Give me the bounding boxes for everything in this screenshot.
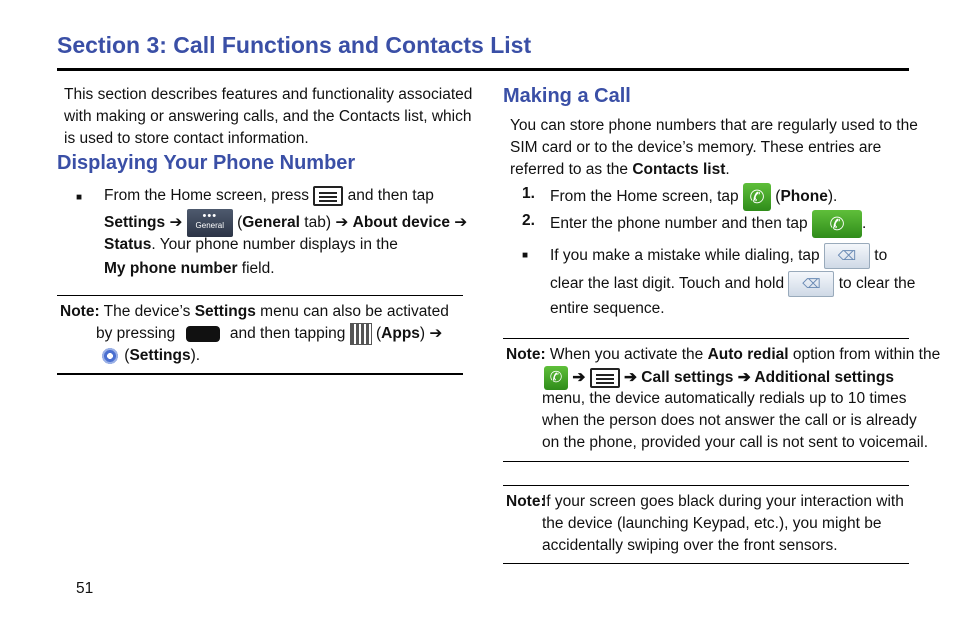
title-rule [57,68,909,71]
menu-key-icon [590,368,620,388]
text: to [874,247,888,265]
note1-rule-bottom [503,461,909,462]
general-label: General [242,214,300,232]
status-label: Status [104,236,152,253]
arrow: ➔ [429,325,443,343]
page-title: Section 3: Call Functions and Contacts List [57,32,532,58]
text: and then tapping [229,325,346,343]
note-line: accidentally swiping over the front sensors. [542,537,838,554]
step-2 [522,210,535,232]
arrow: ➔ [335,214,349,232]
step-2-text: Enter the phone number and then tap ✆ . [550,210,866,238]
note-line: on the phone, provided your call is not sent to voicemail. [542,434,929,451]
auto-redial-label: Auto redial [707,346,789,363]
note1-rule-top [503,338,909,339]
text: by pressing [96,325,176,343]
display-number-bullet [76,185,82,209]
intro-line: This section describes features and functionality associated [64,86,473,103]
note-rule-bottom [57,373,463,375]
call-settings-path: Call settings ➔ Additional settings [641,369,894,387]
intro-line: with making or answering calls, and the Contacts list, which [64,108,472,125]
text: From the Home screen, press [104,187,310,204]
text: From the Home screen, tap [550,188,739,206]
text: If you make a mistake while dialing, tap [550,247,820,265]
arrow: ➔ [572,369,586,387]
left-note-line-1 [60,301,449,323]
right-bullet-line-1 [550,243,887,269]
note-label: Note: [60,303,100,320]
note-rule-top [57,295,463,296]
phone-label: Phone [780,188,828,206]
intro-line: referred to as the Contacts list. [510,161,730,178]
settings-label: Settings [194,303,256,320]
settings-label: Settings [129,347,191,364]
text: referred to as the [510,161,629,178]
text: clear the last digit. Touch and hold [550,275,785,293]
arrow: ➔ [454,214,468,232]
note1-body [542,388,928,454]
contacts-label: Contacts list [632,161,726,178]
settings-label: Settings [104,214,166,232]
note2-rule-top [503,485,909,486]
about-device-label: About device [352,214,450,232]
note2-label-wrap [506,491,546,513]
text: option from within the [792,346,941,363]
bullet-line-2: Settings ➔ ••• General (General tab) ➔ About device ➔ [104,209,467,237]
call-button-icon: ✆ [812,210,862,238]
text: . Your phone number displays in the [151,236,398,253]
note-line: when the person does not answer the call or is already [542,412,917,429]
note-label: Note: [506,346,546,363]
arrow: ➔ [169,214,183,232]
bullet-line-1 [104,185,434,207]
general-tab-icon: ••• General [187,209,233,237]
text: menu can also be activated [260,303,449,320]
intro-line: is used to store contact information. [64,130,309,147]
text: Enter the phone number and then tap [550,215,808,233]
note2-rule-bottom [503,563,909,564]
text: field. [241,260,275,277]
text: When you activate the [549,346,704,363]
settings-gear-icon [100,346,120,366]
left-intro [64,84,472,150]
text: tab) [304,214,332,232]
step-number: 1. [522,185,535,202]
field-name: My phone number [104,260,238,277]
note2-body [542,491,904,557]
note-label: Note: [506,493,546,510]
note1-line-2 [544,366,894,390]
bullet-marker: ■ [76,192,83,203]
arrow: ➔ [623,369,637,387]
step-1-text: From the Home screen, tap ✆ (Phone). [550,183,837,211]
note-line: menu, the device automatically redials up to 10 times [542,390,907,407]
bullet-marker: ■ [522,250,529,261]
step-number: 2. [522,212,535,229]
left-note-line-3: (Settings). [100,345,200,367]
text: to clear the [838,275,916,293]
page-number: 51 [76,580,94,597]
note1-line-1 [506,344,940,366]
left-note-line-2: by pressing and then tapping (Apps) ➔ [96,323,442,345]
bullet-line-4 [104,258,275,280]
heading-making-call: Making a Call [503,85,631,107]
bullet-line-3 [104,234,398,256]
intro-line: SIM card or to the device’s memory. These entries are [510,139,882,156]
general-icon-text: General [195,221,225,230]
backspace-key-icon: ⌫ [824,243,870,269]
phone-app-icon: ✆ [544,366,568,390]
right-bullet-line-3: entire sequence. [550,300,665,317]
text: The device’s [103,303,191,320]
right-bullet-line-2 [550,271,915,297]
right-bullet [522,243,528,267]
phone-app-icon: ✆ [743,183,771,211]
note-line: If your screen goes black during your interaction with [542,493,904,510]
menu-key-icon [313,186,343,206]
heading-display-number: Displaying Your Phone Number [57,152,356,174]
intro-line: You can store phone numbers that are regularly used to the [510,117,918,134]
apps-label: Apps [381,325,420,343]
home-key-icon [186,326,220,342]
step-1 [522,183,535,205]
note-line: the device (launching Keypad, etc.), you might be [542,515,882,532]
apps-grid-icon [350,323,372,345]
backspace-key-icon: ⌫ [788,271,834,297]
right-intro [510,115,918,181]
text: and then tap [347,187,434,204]
